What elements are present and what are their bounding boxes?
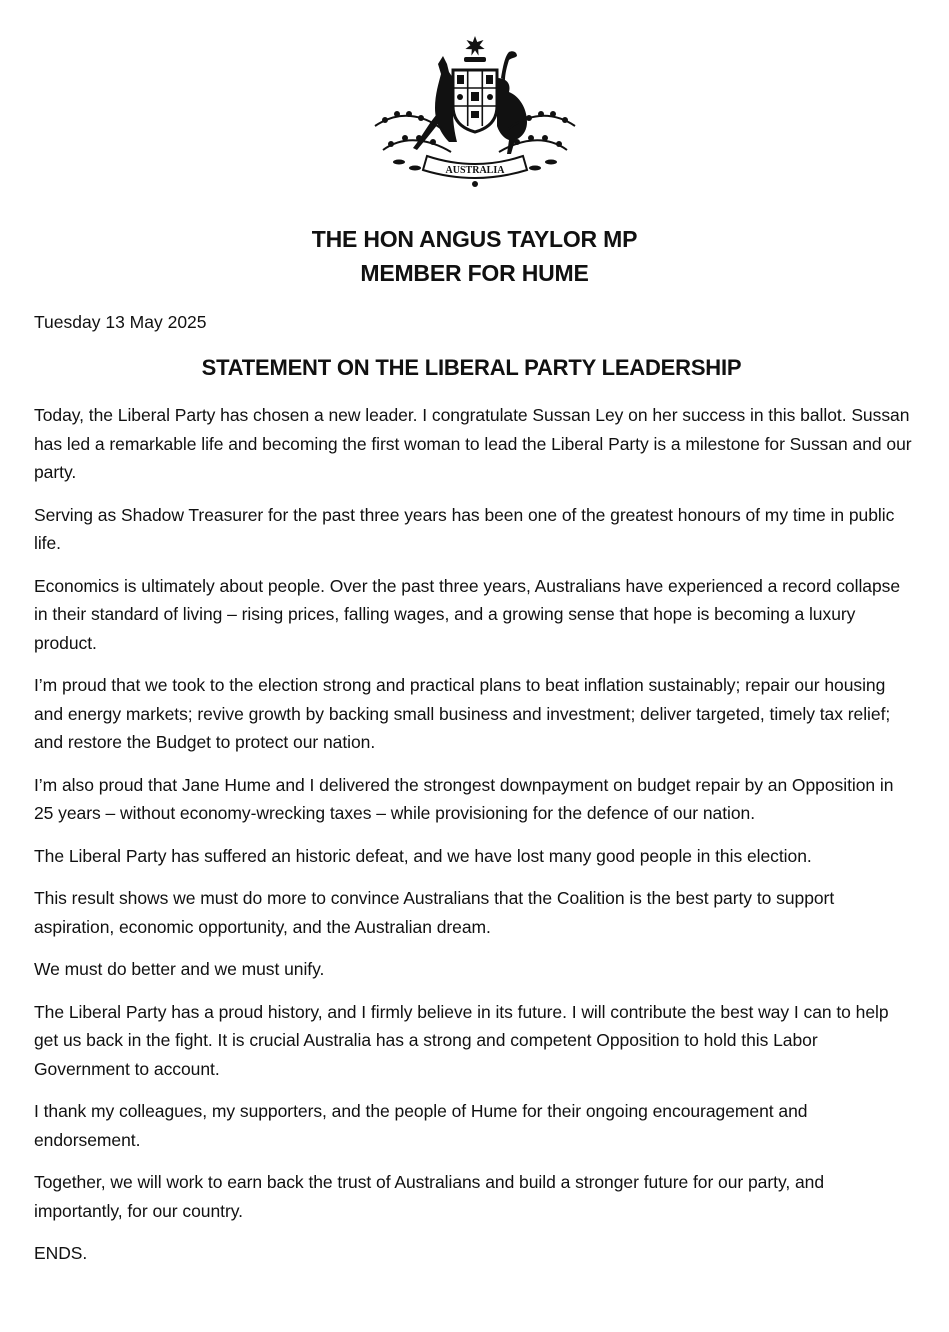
paragraph: Serving as Shadow Treasurer for the past three years has been one of the greatest honours of my time in public life.	[34, 504, 895, 553]
coat-of-arms-crest-icon	[369, 34, 581, 190]
paragraph: We must do better and we must unify.	[34, 959, 325, 979]
statement-body	[34, 401, 914, 1282]
member-role-heading: MEMBER FOR HUME	[360, 260, 589, 286]
paragraph: Together, we will work to earn back the trust of Australians and build a stronger future for our party, and importantly, for our country.	[34, 1172, 825, 1221]
ends-marker: ENDS.	[34, 1243, 88, 1263]
paragraph: Today, the Liberal Party has chosen a new leader. I congratulate Sussan Ley on her success in this ballot. Sussan has led a remarkable life and becoming the first woman to lead the Liberal Party is a milestone for Sussan and our party.	[34, 405, 912, 482]
paragraph: I’m proud that we took to the election strong and practical plans to beat inflation sustainably; repair our housing and energy markets; revive growth by backing small business and investment; deliver targeted, timely tax relief; and restore the Budget to protect our nation.	[34, 675, 891, 752]
paragraph: I thank my colleagues, my supporters, and the people of Hume for their ongoing encouragement and endorsement.	[34, 1101, 808, 1150]
member-name-heading: THE HON ANGUS TAYLOR MP	[311, 226, 638, 252]
statement-date: Tuesday 13 May 2025	[34, 312, 207, 332]
paragraph: This result shows we must do more to convince Australians that the Coalition is the best party to support aspiration, economic opportunity, and the Australian dream.	[34, 888, 835, 937]
paragraph: I’m also proud that Jane Hume and I delivered the strongest downpayment on budget repair by an Opposition in 25 years – without economy-wrecking taxes – while provisioning for the defence of our nation.	[34, 774, 894, 823]
paragraph: The Liberal Party has a proud history, and I firmly believe in its future. I will contribute the best way I can to help get us back in the fight. It is crucial Australia has a strong and competent Opposition to hold this Labor Government to account.	[34, 1001, 889, 1079]
paragraph: Economics is ultimately about people. Over the past three years, Australians have experienced a record collapse in their standard of living – rising prices, falling wages, and a growing sense that hope is becoming a luxury product.	[34, 575, 901, 653]
paragraph: The Liberal Party has suffered an historic defeat, and we have lost many good people in this election.	[34, 845, 812, 866]
statement-title: STATEMENT ON THE LIBERAL PARTY LEADERSHIP	[201, 355, 742, 380]
letterhead	[0, 222, 949, 290]
crest-scroll-text: AUSTRALIA	[445, 165, 505, 176]
